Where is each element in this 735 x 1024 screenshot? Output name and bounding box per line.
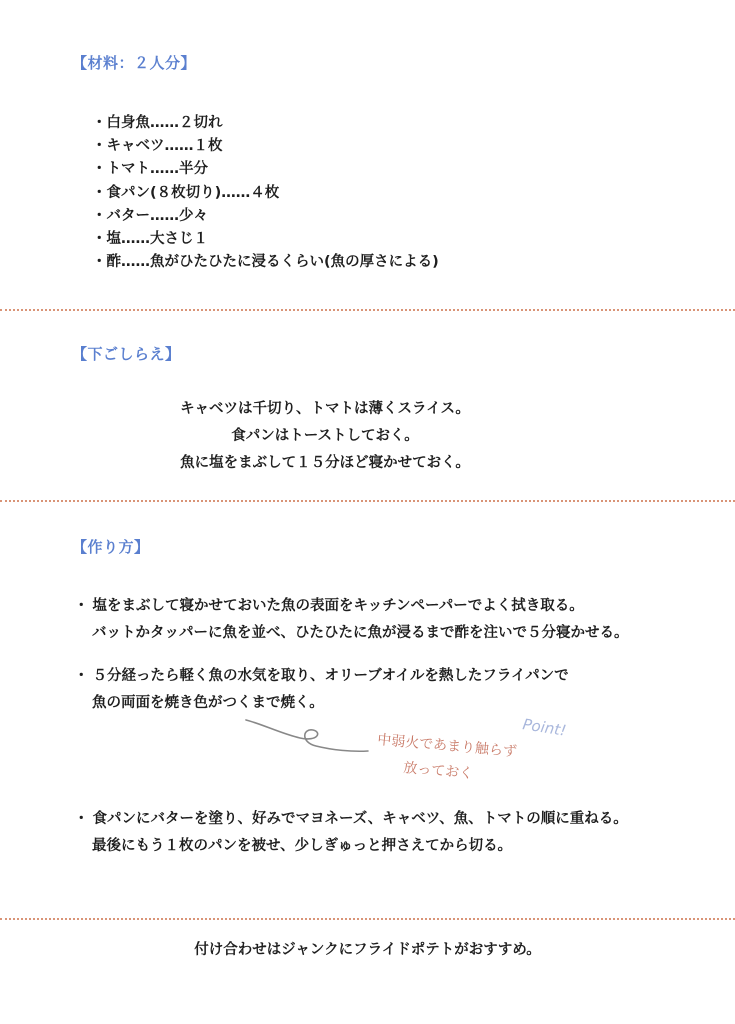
method-step-1 bbox=[74, 593, 629, 647]
ingredient-item: ・ 酢……魚がひたひたに浸るくらい(魚の厚さによる) bbox=[92, 251, 439, 274]
method-step-3 bbox=[74, 806, 628, 860]
ingredient-item: ・ トマト……半分 bbox=[92, 158, 439, 181]
ingredient-item: ・ キャベツ……１枚 bbox=[92, 135, 439, 158]
ingredients-heading: 【材料：２人分】 bbox=[72, 54, 197, 72]
prep-line: 食パンはトーストしておく。 bbox=[231, 428, 419, 444]
method-step-2 bbox=[74, 663, 569, 717]
step-line: ・ 塩をまぶして寝かせておいた魚の表面をキッチンペーパーでよく拭き取る。 bbox=[74, 593, 629, 620]
prep-text bbox=[0, 396, 650, 477]
step-line: 魚の両面を焼き色がつくまで焼く。 bbox=[92, 695, 324, 711]
prep-line: キャベツは千切り、トマトは薄くスライス。 bbox=[180, 401, 470, 417]
section-divider bbox=[0, 309, 735, 311]
section-divider bbox=[0, 918, 735, 920]
note-line: 中弱火であまり触らず bbox=[376, 732, 518, 761]
section-divider bbox=[0, 500, 735, 502]
note-line: 放っておく bbox=[402, 760, 474, 783]
step-line: バットかタッパーに魚を並べ、ひたひたに魚が浸るまで酢を注いで５分寝かせる。 bbox=[92, 625, 629, 641]
ingredient-item: ・ 食パン(８枚切り)……４枚 bbox=[92, 182, 439, 205]
step-line: ・ 食パンにバターを塗り、好みでマヨネーズ、キャベツ、魚、トマトの順に重ねる。 bbox=[74, 806, 628, 833]
method-heading: 【作り方】 bbox=[72, 538, 150, 556]
ingredient-item: ・ 白身魚……２切れ bbox=[92, 112, 439, 135]
ingredient-item: ・ バター……少々 bbox=[92, 205, 439, 228]
step-line: 最後にもう１枚のパンを被せ、少しぎゅっと押さえてから切る。 bbox=[92, 838, 513, 854]
ingredient-list bbox=[92, 112, 439, 274]
point-label: Point! bbox=[521, 715, 568, 740]
swirl-line bbox=[246, 720, 368, 751]
prep-line: 魚に塩をまぶして１５分ほど寝かせておく。 bbox=[180, 455, 470, 471]
prep-heading: 【下ごしらえ】 bbox=[72, 345, 181, 363]
closing-note: 付け合わせはジャンクにフライドポテトがおすすめ。 bbox=[194, 942, 541, 958]
ingredient-item: ・ 塩……大さじ１ bbox=[92, 228, 439, 251]
step-line: ・ ５分経ったら軽く魚の水気を取り、オリーブオイルを熱したフライパンで bbox=[74, 663, 569, 690]
